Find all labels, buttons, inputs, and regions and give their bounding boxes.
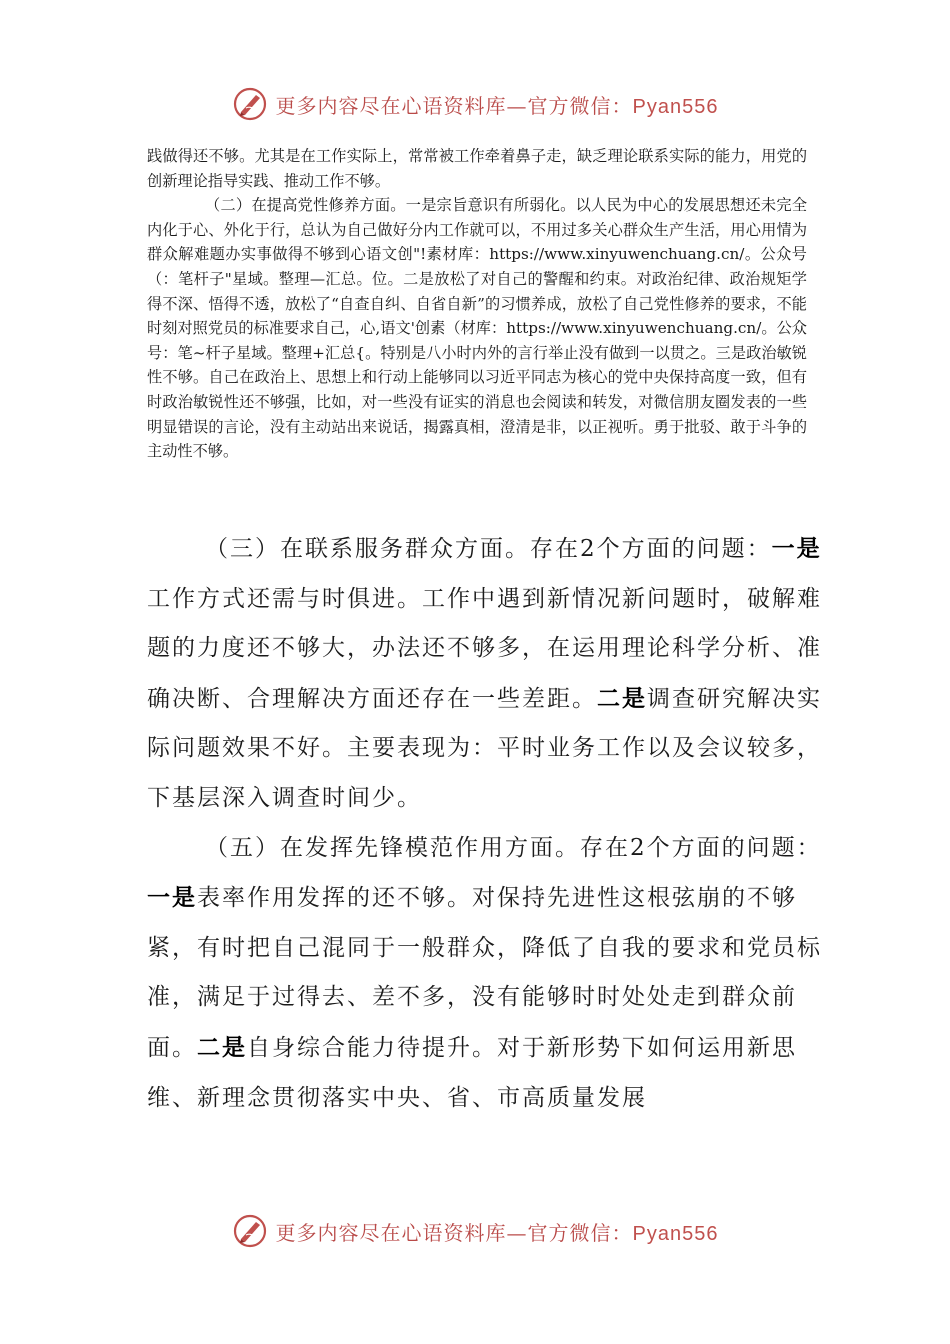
- footer-watermark: [0, 1209, 950, 1253]
- header-watermark: [0, 82, 950, 126]
- pen-logo-icon: [232, 86, 268, 122]
- paragraph-vanguard-role: （五）在发挥先锋模范作用方面。存在2个方面的问题：一是表率作用发挥的还不够。对保持先进性这根弦崩的不够紧，有时把自己混同于一般群众，降低了自我的要求和党员标准，满足于过得去、差不多，没有能够时时处处走到群众前面。二是自身综合能力待提升。对于新形势下如何运用新思维、新理念贯彻落实中央、省、市高质量发展: [147, 834, 822, 1111]
- pen-logo-icon: [232, 1213, 268, 1249]
- lead-second: 二是: [597, 684, 647, 712]
- watermark-text: 更多内容尽在心语资料库—官方微信：Pyan556: [275, 1220, 719, 1245]
- body-large-text: [147, 524, 827, 1123]
- lead-second: 二是: [197, 1033, 247, 1061]
- lead-first: 一是: [147, 884, 197, 912]
- paragraph-party-cultivation: （二）在提高党性修养方面。一是宗旨意识有所弱化。以人民为中心的发展思想还未完全内化于心、外化于行，总认为自己做好分内工作就可以，不用过多关心群众生产生活，用心用情为群众解难题办实事做得不够到心语文创"!素材库：https://www.xinyuwenchuang.cn/。公众号（：笔杆子"星域。整理—汇总。位。二是放松了对自己的警醒和约束。对政治纪律、政治规矩学得不深、悟得不透，放松了“自查自纠、自省自新”的习惯养成，放松了自己党性修养的要求，不能时刻对照党员的标准要求自己，心,语文'创素（材库：https://www.xinyuwenchuang.cn/。公众号：笔~杆子星域。整理+汇总{。特别是八小时内外的言行举止没有做到一以贯之。三是政治敏锐性不够。自己在政治上、思想上和行动上能够同以习近平同志为核心的党中央保持高度一致，但有时政治敏锐性还不够强，比如，对一些没有证实的消息也会阅读和转发，对微信朋友圈发表的一些明显错误的言论，没有主动站出来说话，揭露真相，澄清是非，以正视听。勇于批驳、敢于斗争的主动性不够。: [147, 196, 807, 461]
- watermark-wechat-id: Pyan556: [632, 1222, 719, 1245]
- body-small-text: [147, 144, 807, 464]
- watermark-wechat-id: Pyan556: [632, 95, 719, 118]
- paragraph-continuation: 践做得还不够。尤其是在工作实际上，常常被工作牵着鼻子走，缺乏理论联系实际的能力，用党的创新理论指导实践、推动工作不够。: [147, 147, 807, 190]
- paragraph-serving-masses: （三）在联系服务群众方面。存在2个方面的问题：一是工作方式还需与时俱进。工作中遇到新情况新问题时，破解难题的力度还不够大，办法还不够多，在运用理论科学分析、准确决断、合理解决方面还存在一些差距。二是调查研究解决实际问题效果不好。主要表现为：平时业务工作以及会议较多，下基层深入调查时间少。: [147, 535, 822, 811]
- watermark-text: 更多内容尽在心语资料库—官方微信：Pyan556: [275, 93, 719, 118]
- lead-first: 一是: [771, 535, 822, 562]
